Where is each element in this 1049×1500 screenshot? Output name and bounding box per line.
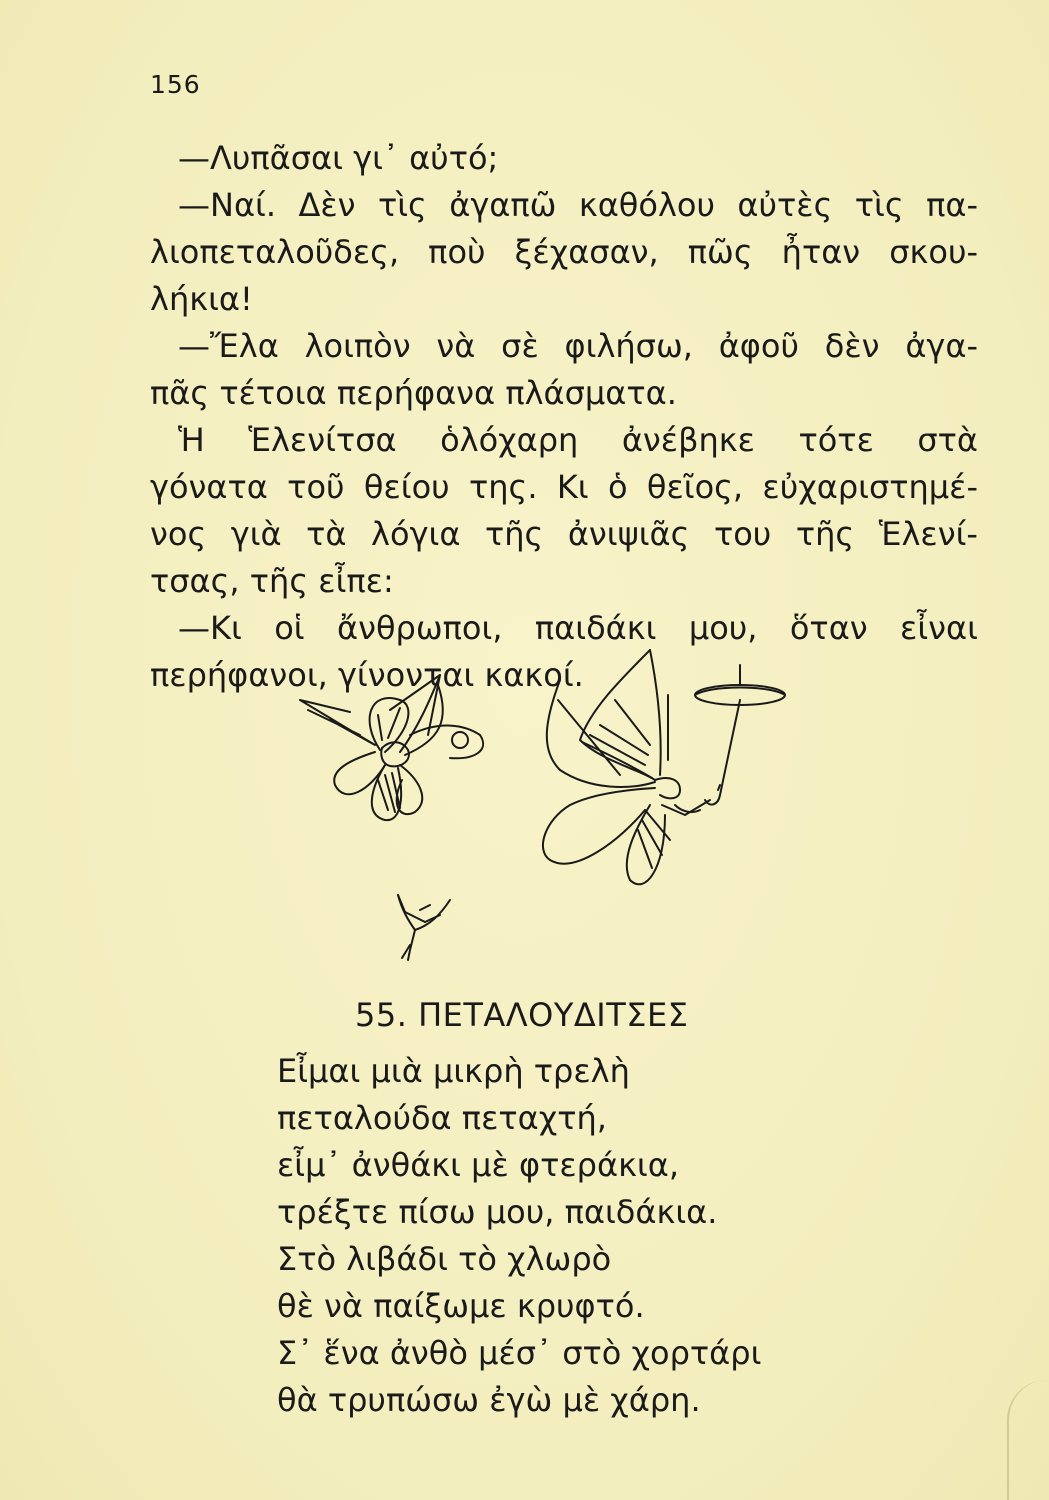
prose-word: ποὺ [428,233,486,271]
prose-word: —Ἔλα [178,327,279,365]
prose-word: νος [150,515,207,553]
prose-word: ἀγα- [905,327,978,365]
prose-word: ἀφοῦ [718,327,799,365]
prose-word: Ἑλενί- [878,515,978,553]
prose-word: γόνατα [150,468,268,506]
prose-word: Κι [556,468,589,506]
poem-line: θὰ τρυπώσω ἐγὼ μὲ χάρη. [277,1381,701,1419]
prose-word: μου, [688,609,758,647]
right-butterfly-drawing [543,650,785,884]
prose-word: της. [468,468,538,506]
prose-word: εἶναι [900,609,978,647]
prose-line [150,276,978,323]
poem-line: Εἶμαι μιὰ μικρὴ τρελὴ [277,1052,630,1090]
prose-word: τὰ [306,515,347,553]
prose-line [150,417,978,464]
prose-word: ἦταν [781,233,861,271]
prose-word: στὰ [917,421,978,459]
prose-word: ἀνέβηκε [621,421,755,459]
prose-word: λήκια! [150,280,253,318]
prose-line [150,229,978,276]
prose-word: φιλήσω, [564,327,693,365]
prose-word: λοιπὸν [304,327,411,365]
prose-word: ξέχασαν, [514,233,659,271]
prose-word: λόγια [371,515,461,553]
prose-word: —Ναί. [178,186,277,224]
prose-line [150,558,978,605]
left-butterfly-drawing [300,675,483,820]
poem-body [277,1048,761,1424]
poem-line: θὲ νὰ παίξωμε κρυφτό. [277,1287,645,1325]
page-number: 156 [150,70,201,99]
prose-word: καθόλου [578,186,715,224]
prose-word: τῆς [484,515,544,553]
prose-line [150,182,978,229]
prose-line [150,370,978,417]
prose-word: ἄνθρωποι, [337,609,503,647]
prose-word: του [713,515,772,553]
prose-word: δὲν [824,327,880,365]
prose-word: Ἡ [178,421,205,459]
prose-line [150,135,978,182]
prose-word: θείου [363,468,450,506]
prose-word: ἀνιψιᾶς [567,515,690,553]
prose-word: σκου- [889,233,978,271]
prose-word: πα- [926,186,978,224]
prose-word: Δὲν [298,186,356,224]
prose-word: τότε [798,421,874,459]
poem-line: πεταλούδα πεταχτή, [277,1099,607,1137]
prose-word: —Κι [178,609,242,647]
prose-text [150,135,978,699]
prose-word: Ἑλενίτσα [248,421,397,459]
poem-line: τρέξτε πίσω μου, παιδάκια. [277,1193,718,1231]
butterflies-illustration [290,640,810,980]
prose-word: τσας, τῆς εἶπε: [150,562,394,600]
prose-word: τὶς [377,186,427,224]
prose-word: νὰ [436,327,476,365]
prose-line [150,464,978,511]
prose-word: θεῖος, [646,468,744,506]
prose-line [150,511,978,558]
prose-word: αὐτὲς [737,186,833,224]
prose-word: παιδάκι [534,609,657,647]
prose-word: σὲ [501,327,539,365]
prose-line [150,323,978,370]
prose-word: οἱ [274,609,305,647]
prose-word: τὶς [854,186,904,224]
prose-word: γιὰ [230,515,282,553]
prose-word: πῶς [687,233,753,271]
prose-word: —Λυπᾶσαι γι᾽ αὐτό; [178,139,499,177]
prose-word: ὁλόχαρη [440,421,579,459]
poem-line: Σ᾽ ἕνα ἀνθὸ μέσ᾽ στὸ χορτάρι [277,1334,762,1372]
prose-word: τοῦ [287,468,345,506]
prose-word: ὅταν [789,609,868,647]
prose-word: περήφανοι, γίνονται κακοί. [150,656,584,694]
poem-line: εἶμ᾽ ἀνθάκι μὲ φτεράκια, [277,1146,680,1184]
prose-word: τῆς [795,515,855,553]
prose-word: πᾶς τέτοια περήφανα πλάσματα. [150,374,677,412]
page-edge-shadow [1007,1380,1049,1500]
prose-word: ὁ [607,468,628,506]
prose-word: λιοπεταλοῦδες, [150,233,400,271]
prose-word: ἀγαπῶ [449,186,557,224]
prose-word: εὐχαριστημέ- [762,468,978,506]
poem-line: Στὸ λιβάδι τὸ χλωρὸ [277,1240,612,1278]
poem-title: 55. ΠΕΤΑΛΟΥΔΙΤΣΕΣ [355,996,689,1034]
small-flower-drawing [398,895,450,960]
